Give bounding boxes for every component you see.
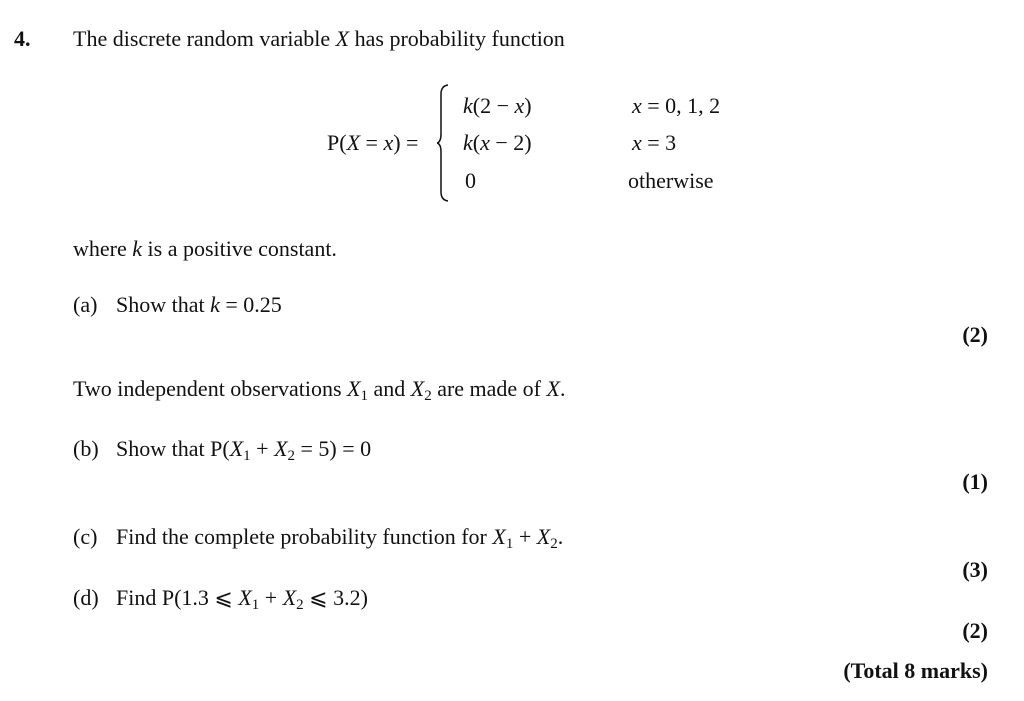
part-b-mark: (1) bbox=[962, 469, 988, 494]
pmf-lhs-x: x bbox=[383, 130, 394, 155]
part-b-x1: X bbox=[229, 436, 244, 461]
part-c-sub2: 2 bbox=[550, 536, 558, 552]
pmf-x: x bbox=[514, 93, 525, 118]
obs-x1: X bbox=[347, 376, 361, 401]
part-d-pre: Find P(1.3 ⩽ bbox=[116, 585, 239, 610]
part-b-post: = 5) = 0 bbox=[295, 436, 372, 461]
part-d-x1: X bbox=[238, 585, 252, 610]
part-b-text bbox=[116, 436, 372, 464]
part-d-mark: (2) bbox=[962, 618, 988, 643]
part-c-x2: X bbox=[536, 524, 551, 549]
pmf-case-1-expr bbox=[463, 95, 532, 117]
pmf-case-3-value: 0 bbox=[465, 168, 476, 193]
question-intro bbox=[73, 28, 565, 50]
where-post: is a positive constant. bbox=[142, 236, 337, 261]
part-c-x1: X bbox=[492, 524, 506, 549]
obs-end: . bbox=[559, 376, 566, 401]
part-d-text bbox=[116, 585, 368, 613]
pmf-lhs-close: ) = bbox=[393, 130, 419, 155]
part-a-text bbox=[116, 294, 282, 316]
part-b-sub1: 1 bbox=[243, 448, 251, 464]
pmf-cond-rest: = 0, 1, 2 bbox=[641, 93, 721, 118]
pmf-lhs-eq: = bbox=[360, 130, 384, 155]
obs-sub1: 1 bbox=[360, 388, 368, 404]
pmf-case-2-expr bbox=[463, 132, 532, 154]
total-marks: (Total 8 marks) bbox=[843, 658, 988, 683]
pmf-expr-b: − 2) bbox=[489, 130, 532, 155]
part-b-sub2: 2 bbox=[287, 448, 296, 464]
pmf-case-1-cond bbox=[632, 95, 720, 117]
pmf-lhs-variable: X bbox=[346, 130, 361, 155]
pmf-x: x bbox=[480, 130, 490, 155]
part-b-pre: Show that P( bbox=[116, 436, 230, 461]
part-c-pre: Find the complete probability function for bbox=[116, 524, 493, 549]
pmf-lhs-open: P( bbox=[327, 130, 347, 155]
part-b-plus: + bbox=[250, 436, 275, 461]
part-b-label: (b) bbox=[73, 436, 99, 461]
obs-pre: Two independent observations bbox=[73, 376, 348, 401]
where-pre: where bbox=[73, 236, 133, 261]
pmf-case-2-cond bbox=[632, 132, 676, 154]
obs-mid: are made of bbox=[431, 376, 547, 401]
part-d-label: (d) bbox=[73, 585, 99, 610]
part-d-sub2: 2 bbox=[296, 597, 304, 613]
pmf-case-3-cond: otherwise bbox=[628, 168, 714, 193]
intro-text-end: has probability function bbox=[349, 26, 565, 51]
obs-x: X bbox=[546, 376, 560, 401]
part-d-plus: + bbox=[259, 585, 283, 610]
where-statement bbox=[73, 238, 337, 260]
part-c-text bbox=[116, 524, 564, 552]
pmf-expr-a: ( bbox=[472, 130, 481, 155]
obs-and: and bbox=[367, 376, 411, 401]
part-a-variable: k bbox=[210, 292, 220, 317]
obs-sub2: 2 bbox=[424, 388, 432, 404]
where-variable: k bbox=[132, 236, 143, 261]
pmf-k: k bbox=[463, 93, 473, 118]
obs-x2: X bbox=[410, 376, 425, 401]
part-a-mark: (2) bbox=[962, 322, 988, 347]
part-d-post: ⩽ 3.2) bbox=[303, 585, 368, 610]
part-c-label: (c) bbox=[73, 524, 98, 549]
part-d-sub1: 1 bbox=[251, 597, 260, 613]
observations-statement bbox=[73, 376, 566, 404]
pmf-lhs bbox=[327, 132, 418, 154]
left-brace-icon bbox=[437, 84, 449, 202]
pmf-expr-a: (2 − bbox=[472, 93, 515, 118]
pmf-cond-x: x bbox=[632, 130, 642, 155]
pmf-cond-x: x bbox=[632, 93, 642, 118]
pmf-cond-rest: = 3 bbox=[641, 130, 677, 155]
part-c-plus: + bbox=[513, 524, 537, 549]
question-number: 4. bbox=[14, 26, 31, 51]
part-b-x2: X bbox=[274, 436, 288, 461]
part-a-label: (a) bbox=[73, 292, 98, 317]
part-c-end: . bbox=[557, 524, 564, 549]
pmf-expr-b: ) bbox=[524, 93, 532, 118]
intro-text: The discrete random variable bbox=[73, 26, 336, 51]
intro-variable: X bbox=[335, 26, 350, 51]
part-c-mark: (3) bbox=[962, 557, 988, 582]
part-d-x2: X bbox=[282, 585, 297, 610]
pmf-k: k bbox=[463, 130, 473, 155]
part-a-pre: Show that bbox=[116, 292, 211, 317]
part-c-sub1: 1 bbox=[505, 536, 514, 552]
part-a-post: = 0.25 bbox=[219, 292, 282, 317]
